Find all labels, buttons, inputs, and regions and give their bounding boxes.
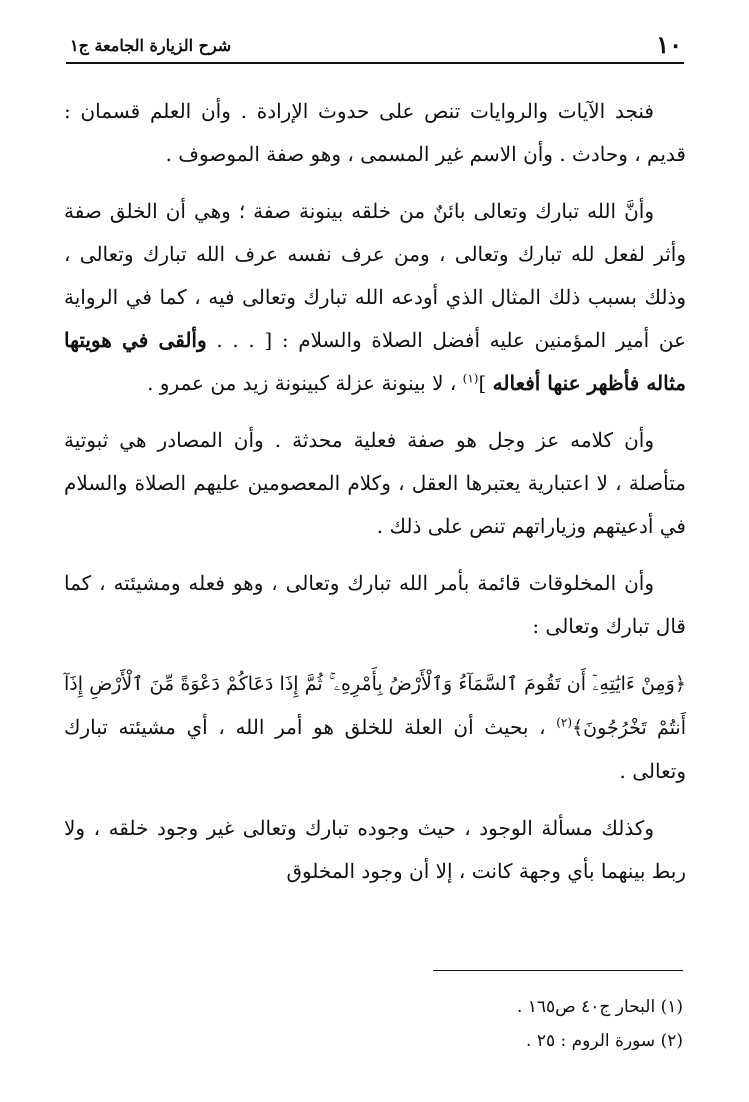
- running-title: شرح الزيارة الجامعة ج١: [70, 36, 232, 55]
- paragraph-4: وأن المخلوقات قائمة بأمر الله تبارك وتعالى ، وهو فعله ومشيئته ، كما قال تبارك وتعالى :: [64, 571, 686, 638]
- page-number: ١٠: [656, 30, 682, 59]
- quran-verse: ﴿وَمِنْ ءَايَٰتِهِۦٓ أَن تَقُومَ ٱلسَّمَآءُ وَٱلْأَرْضُ بِأَمْرِهِۦ ۚ ثُمَّ إِذَا دَعَاكُمْ دَعْوَةً مِّنَ ٱلْأَرْضِ إِذَآ أَنتُمْ تَخْرُجُونَ﴾: [64, 673, 687, 739]
- paragraph-2-text: وأنَّ الله تبارك وتعالى بائنٌ من خلقه بينونة صفة ؛ وهي أن الخلق صفة وأثر لفعل لله تبارك وتعالى ، ومن عرف نفسه عرف الله تبارك وتعالى ، وذلك بسبب ذلك المثال الذي أودعه الله تبارك وتعالى فيه ، كما في الرواية عن أمير المؤمنين عليه أفضل الصلاة والسلام : [ . . .: [64, 199, 687, 352]
- footnote-2: (٢) سورة الروم : ٢٥ .: [526, 1031, 683, 1051]
- footnote-1: (١) البحار ج٤٠ ص١٦٥ .: [516, 997, 683, 1017]
- paragraph-2-tail: ، لا بينونة عزلة كبينونة زيد من عمرو .: [147, 371, 463, 395]
- page-header: [66, 28, 684, 64]
- paragraph-3: وأن كلامه عز وجل هو صفة فعلية محدثة . وأن المصادر هي ثبوتية متأصلة ، لا اعتبارية يعتبرها العقل ، وكلام المعصومين عليهم الصلاة والسلام في أدعيتهم وزياراتهم تنص على ذلك .: [64, 428, 686, 538]
- header-rule: [66, 62, 684, 64]
- verse-commentary: ، بحيث أن العلة للخلق هو أمر الله ، أي مشيئته تبارك وتعالى .: [64, 715, 686, 783]
- footnote-rule: [433, 970, 683, 971]
- bracket-close: ]: [478, 371, 493, 395]
- paragraph-6: وكذلك مسألة الوجود ، حيث وجوده تبارك وتعالى غير وجود خلقه ، ولا ربط بينهما بأي وجهة كانت ، إلا أن وجود المخلوق: [64, 816, 686, 883]
- footnotes: [83, 990, 683, 1058]
- paragraph-2: [64, 190, 686, 405]
- paragraph-1: فنجد الآيات والروايات تنص على حدوث الإرادة . وأن العلم قسمان : قديم ، وحادث . وأن الاسم غير المسمى ، وهو صفة الموصوف .: [64, 99, 686, 166]
- bold-quote: وألقى في هويتها مثاله فأظهر عنها أفعاله: [64, 328, 686, 395]
- footnote-ref-1: (١): [462, 371, 479, 386]
- body-text: [64, 90, 686, 907]
- verse-paragraph: [64, 662, 686, 793]
- footnote-ref-2: (٢): [556, 715, 573, 730]
